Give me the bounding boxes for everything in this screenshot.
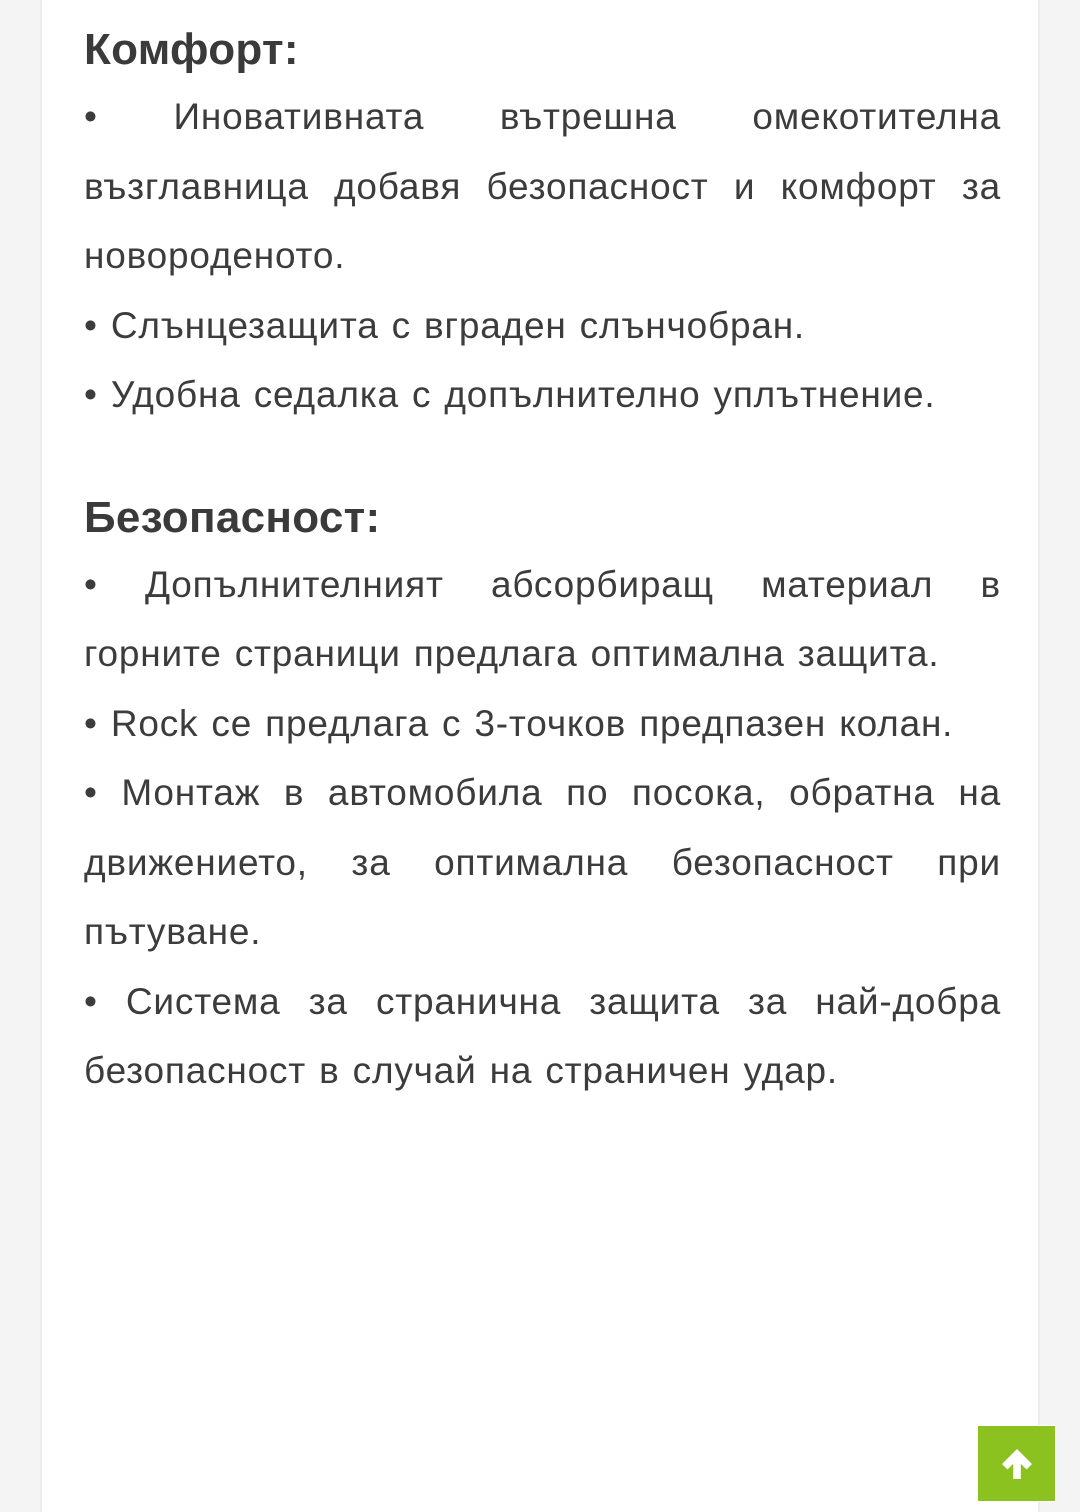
scroll-to-top-button[interactable] — [977, 1425, 1056, 1502]
section-heading-comfort: Комфорт: — [84, 25, 299, 74]
arrow-up-icon — [997, 1444, 1037, 1484]
content-card — [40, 0, 1040, 1512]
safety-item-absorbing-material: • Допълнителният абсорбиращ материал в горните страници предлага оптимална защита. — [84, 563, 1001, 674]
safety-item-side-protection: • Система за странична защита за най-добра безопасност в случай на страничен удар. — [84, 980, 1001, 1091]
comfort-item-seat: • Удобна седалка с допълнително уплътнение. — [84, 374, 936, 415]
comfort-item-cushion: • Иновативната вътрешна омекотителна възглавница добавя безопасност и комфорт за новороденото. — [84, 96, 1001, 276]
section-comfort — [84, 18, 1001, 430]
safety-item-rear-facing: • Монтаж в автомобила по посока, обратна на движението, за оптимална безопасност при пътуване. — [84, 772, 1001, 952]
safety-item-harness: • Rock се предлага с 3-точков предпазен колан. — [84, 702, 954, 744]
section-safety — [84, 486, 1001, 1106]
product-description — [84, 18, 1001, 1106]
comfort-item-sunshade: • Слънцезащита с вграден слънчобран. — [84, 304, 806, 346]
section-heading-safety: Безопасност: — [84, 492, 381, 542]
